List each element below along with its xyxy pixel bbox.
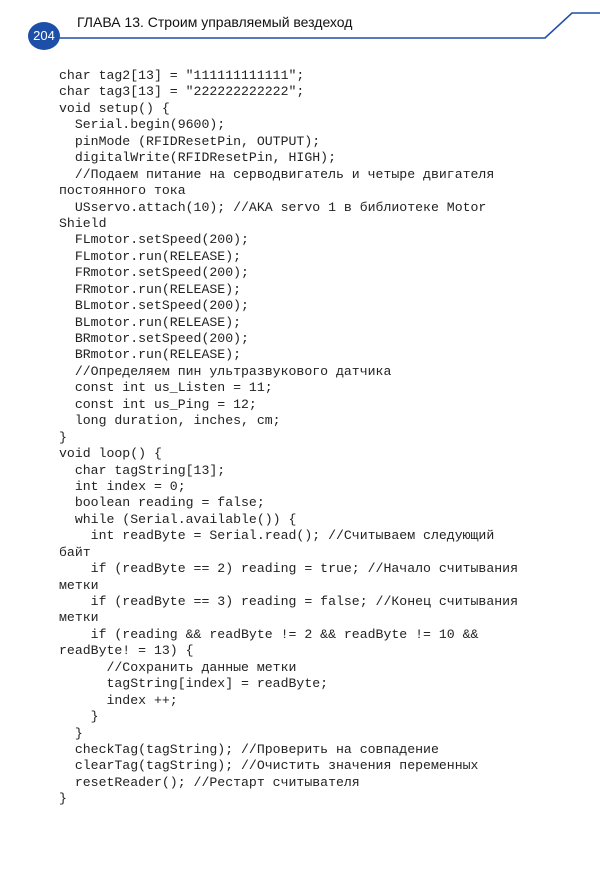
code-line: while (Serial.available()) { <box>59 511 297 527</box>
code-line: int readByte = Serial.read(); //Считываем следующий <box>59 528 495 544</box>
code-line: } <box>59 429 67 445</box>
code-line: постоянного тока <box>59 183 186 199</box>
code-line: if (readByte == 2) reading = true; //Начало считывания <box>59 561 518 577</box>
code-line: BLmotor.run(RELEASE); <box>59 314 242 330</box>
code-line: метки <box>59 577 99 593</box>
code-line: const int us_Listen = 11; <box>59 380 273 396</box>
code-line: char tag3[13] = "222222222222"; <box>59 84 305 100</box>
code-line: BRmotor.setSpeed(200); <box>59 331 249 346</box>
code-line: tagString[index] = readByte; <box>59 676 329 692</box>
code-line: //Определяем пин ультразвукового датчика <box>59 363 392 379</box>
code-line: void loop() { <box>59 446 162 462</box>
code-line: const int us_Ping = 12; <box>59 396 257 412</box>
chapter-title: ГЛАВА 13. Строим управляемый вездеход <box>77 14 353 30</box>
code-line: USservo.attach(10); //AKA servo 1 в библиотеке Motor <box>59 199 487 215</box>
code-line: Shield <box>59 215 107 231</box>
code-line: FRmotor.run(RELEASE); <box>59 281 242 297</box>
code-line: FLmotor.setSpeed(200); <box>59 232 249 248</box>
code-line: } <box>59 709 99 725</box>
code-line: } <box>59 725 83 741</box>
code-line: //Сохранить данные метки <box>59 659 297 675</box>
code-line: Serial.begin(9600); <box>59 117 226 133</box>
code-line: clearTag(tagString); //Очистить значения переменных <box>59 758 479 774</box>
code-line: байт <box>59 544 91 560</box>
page-header <box>0 0 600 60</box>
code-line: FLmotor.run(RELEASE); <box>59 248 242 264</box>
code-line: char tag2[13] = "111111111111"; <box>59 68 305 83</box>
code-line: boolean reading = false; <box>59 495 265 511</box>
code-line: char tagString[13]; <box>59 462 226 478</box>
code-line: long duration, inches, cm; <box>59 413 281 429</box>
code-listing <box>59 68 559 808</box>
code-line: if (reading && readByte != 2 && readByte != 10 && <box>59 626 479 642</box>
code-line: метки <box>59 610 99 626</box>
code-line: FRmotor.setSpeed(200); <box>59 265 249 281</box>
code-line: pinMode (RFIDResetPin, OUTPUT); <box>59 133 321 149</box>
code-line: readByte! = 13) { <box>59 643 194 659</box>
code-line: //Подаем питание на серводвигатель и четыре двигателя <box>59 166 495 182</box>
code-line: int index = 0; <box>59 478 186 494</box>
code-line: if (readByte == 3) reading = false; //Конец считывания <box>59 594 518 609</box>
code-line: digitalWrite(RFIDResetPin, HIGH); <box>59 150 336 166</box>
code-line: resetReader(); //Рестарт считывателя <box>59 774 360 790</box>
code-line: index ++; <box>59 692 178 708</box>
code-line: BLmotor.setSpeed(200); <box>59 298 249 314</box>
code-line: BRmotor.run(RELEASE); <box>59 347 242 363</box>
code-line: void setup() { <box>59 100 170 116</box>
code-line: checkTag(tagString); //Проверить на совпадение <box>59 741 439 757</box>
header-decoration <box>0 0 600 60</box>
code-line: } <box>59 791 67 807</box>
page-number: 204 <box>28 22 60 50</box>
